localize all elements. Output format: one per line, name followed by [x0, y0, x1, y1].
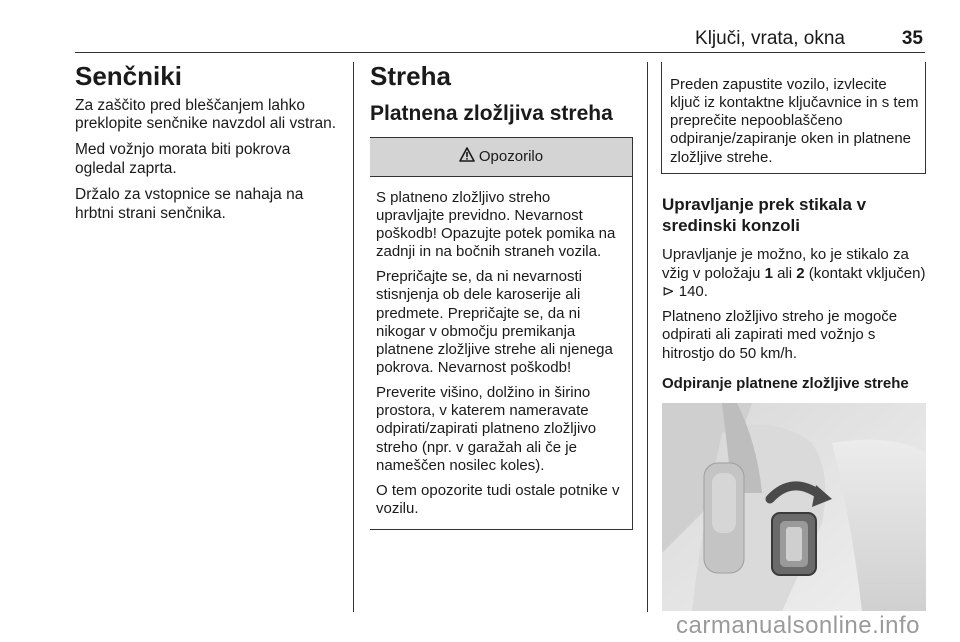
page-header [75, 28, 925, 50]
page-reference[interactable]: 140. [674, 282, 708, 300]
warning-paragraph: Preverite višino, dolžino in širino prostora, v katerem nameravate odpirati/zapirati platneno zložljivo streho (npr. v garažah ali če je nameščen nosilec koles). [376, 384, 597, 474]
header-rule [75, 52, 925, 53]
warning-box [370, 137, 633, 530]
paragraph: Med vožnjo morata biti pokrova ogledal zaprta. [75, 141, 291, 178]
paragraph: Držalo za vstopnice se nahaja na hrbtni strani senčnika. [75, 186, 304, 223]
paragraph-ignition: Upravljanje je možno, ko je stikalo za vžig v položaju 1 ali 2 (kontakt vključen) ⊳ 140. [662, 246, 926, 300]
note-text: Preden zapustite vozilo, izvlecite ključ iz kontaktne ključavnice in s tem preprečite nepooblaščeno odpiranje/zapiranje oken in platnene zložljive strehe. [670, 76, 919, 166]
warning-paragraph: S platneno zložljivo streho upravljajte previdno. Nevarnost poškodb! Opazujte potek pomika na zadnji in na bočnih straneh vozila. [376, 188, 616, 261]
section-heading-streha: Streha [370, 61, 451, 91]
arrow-reference-icon: ⊳ [662, 282, 675, 300]
paragraph-speed: Platneno zložljivo streho je mogoče odpirati ali zapirati med vožnjo s hitrostjo do 50 km/h. [662, 308, 898, 362]
column-2 [370, 60, 632, 530]
section-heading-center-console: Upravljanje prek stikala v sredinski konzoli [662, 194, 867, 235]
note-box [661, 62, 926, 174]
warning-body [370, 177, 632, 529]
column-divider-1 [353, 62, 354, 612]
column-3 [662, 62, 926, 611]
header-title: Ključi, vrata, okna [695, 28, 845, 49]
warning-header [370, 137, 632, 177]
section-heading-sencniki: Senčniki [75, 61, 182, 91]
warning-paragraph: Prepričajte se, da ni nevarnosti stisnjenja ob dele karoserije ali predmete. Prepričajte se, da ni nikogar v območju premikanja platnene zložljive strehe ali njenega pokrova. Nevarnost poškodb! [376, 268, 613, 377]
column-divider-2 [647, 62, 648, 612]
warning-triangle-icon [459, 147, 475, 167]
paragraph: Za zaščito pred bleščanjem lahko preklopite senčnike navzdol ali vstran. [75, 96, 337, 133]
subheading-platnena-streha: Platnena zložljiva streha [370, 101, 613, 125]
warning-title: Opozorilo [478, 148, 544, 166]
warning-paragraph: O tem opozorite tudi ostale potnike v vozilu. [376, 481, 620, 517]
column-1 [75, 60, 337, 231]
page-number: 35 [901, 28, 923, 49]
watermark: carmanualsonline.info [676, 612, 920, 639]
center-console-switch-illustration [662, 403, 926, 611]
section-center-console [662, 194, 926, 611]
figure-heading: Odpiranje platnene zložljive strehe [662, 374, 909, 392]
